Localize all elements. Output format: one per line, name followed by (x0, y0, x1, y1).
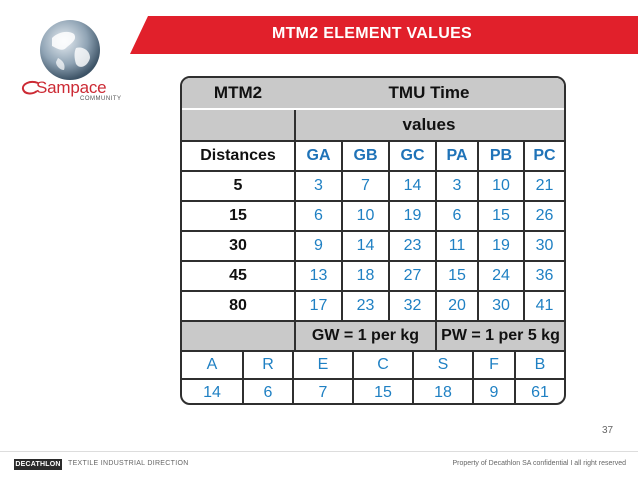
page-number: 37 (602, 425, 614, 436)
value-cell: 11 (448, 237, 466, 254)
bottom-value-cell: 15 (374, 383, 392, 401)
bottom-code-cell: R (262, 356, 274, 373)
value-cell: 19 (403, 207, 422, 224)
code-cell: GA (306, 147, 331, 164)
bottom-codes-row (182, 352, 564, 378)
gw-label: GW = 1 per kg (311, 327, 420, 344)
bottom-code-cell: S (437, 356, 449, 373)
bottom-value-cell: 61 (531, 383, 549, 401)
value-cell: 23 (356, 297, 375, 314)
bottom-code-cell: A (206, 356, 218, 373)
table-row (182, 262, 564, 290)
col-tmu-time: TMU Time (388, 83, 470, 102)
value-cell: 21 (535, 177, 554, 194)
value-cell: 13 (309, 267, 328, 284)
footer-divider (0, 451, 638, 452)
decathlon-logo: DECATHLON (15, 461, 61, 468)
table-row (182, 202, 564, 230)
value-cell: 15 (492, 207, 510, 224)
distances-label: Distances (200, 147, 276, 164)
logo-name: Sampace (36, 78, 107, 97)
value-cell: 18 (356, 267, 375, 284)
value-cell: 10 (356, 207, 375, 224)
value-cell: 30 (492, 297, 510, 314)
mtm2-table (180, 76, 566, 405)
value-cell: 7 (361, 177, 370, 194)
bottom-value-cell: 7 (318, 383, 328, 401)
value-cell: 6 (452, 207, 462, 224)
values-row (182, 110, 564, 140)
bottom-code-cell: B (534, 356, 546, 373)
value-cell: 3 (452, 177, 462, 194)
value-cell: 10 (492, 177, 510, 194)
code-cell: PB (489, 147, 513, 164)
bottom-code-cell: F (489, 356, 499, 373)
bottom-value-cell: 18 (434, 383, 452, 401)
table-row (182, 292, 564, 320)
value-cell: 26 (535, 207, 554, 224)
page-title: MTM2 ELEMENT VALUES (271, 25, 473, 42)
distance-cell: 30 (229, 237, 247, 254)
table-row (182, 172, 564, 200)
value-cell: 17 (309, 297, 328, 314)
value-cell: 20 (448, 297, 466, 314)
code-cell: GC (400, 147, 425, 164)
value-cell: 27 (403, 267, 422, 284)
codes-row (182, 142, 564, 170)
weights-row (182, 322, 564, 350)
code-cell: GB (353, 147, 378, 164)
values-label: values (402, 115, 456, 134)
footer-department: TEXTILE INDUSTRIAL DIRECTION (68, 460, 189, 467)
distance-cell: 45 (229, 267, 247, 284)
value-cell: 41 (535, 297, 554, 314)
value-cell: 6 (314, 207, 323, 224)
header-row (182, 78, 564, 108)
globe-logo-icon (38, 18, 102, 82)
code-cell: PC (533, 147, 556, 164)
table-row (182, 232, 564, 260)
distance-cell: 80 (229, 297, 247, 314)
logo-sub: COMMUNITY (80, 96, 122, 102)
code-cell: PA (446, 147, 468, 164)
distance-cell: 5 (233, 177, 243, 194)
footer-confidential: Property of Decathlon SA confidential I all right reserved (452, 460, 626, 467)
bottom-values-row (182, 380, 564, 405)
pw-label: PW = 1 per 5 kg (441, 327, 560, 344)
bottom-value-cell: 9 (489, 383, 499, 401)
value-cell: 9 (314, 237, 323, 254)
value-cell: 3 (314, 177, 323, 194)
bottom-value-cell: 6 (263, 383, 273, 401)
bottom-code-cell: E (317, 356, 329, 373)
value-cell: 14 (356, 237, 375, 254)
col-mtm2: MTM2 (213, 83, 263, 102)
value-cell: 19 (492, 237, 510, 254)
bottom-code-cell: C (377, 356, 389, 373)
value-cell: 30 (535, 237, 554, 254)
value-cell: 36 (535, 267, 554, 284)
value-cell: 23 (403, 237, 422, 254)
value-cell: 15 (448, 267, 466, 284)
value-cell: 14 (403, 177, 422, 194)
bottom-value-cell: 14 (203, 383, 221, 401)
value-cell: 24 (492, 267, 510, 284)
distance-cell: 15 (229, 207, 247, 224)
value-cell: 32 (403, 297, 422, 314)
